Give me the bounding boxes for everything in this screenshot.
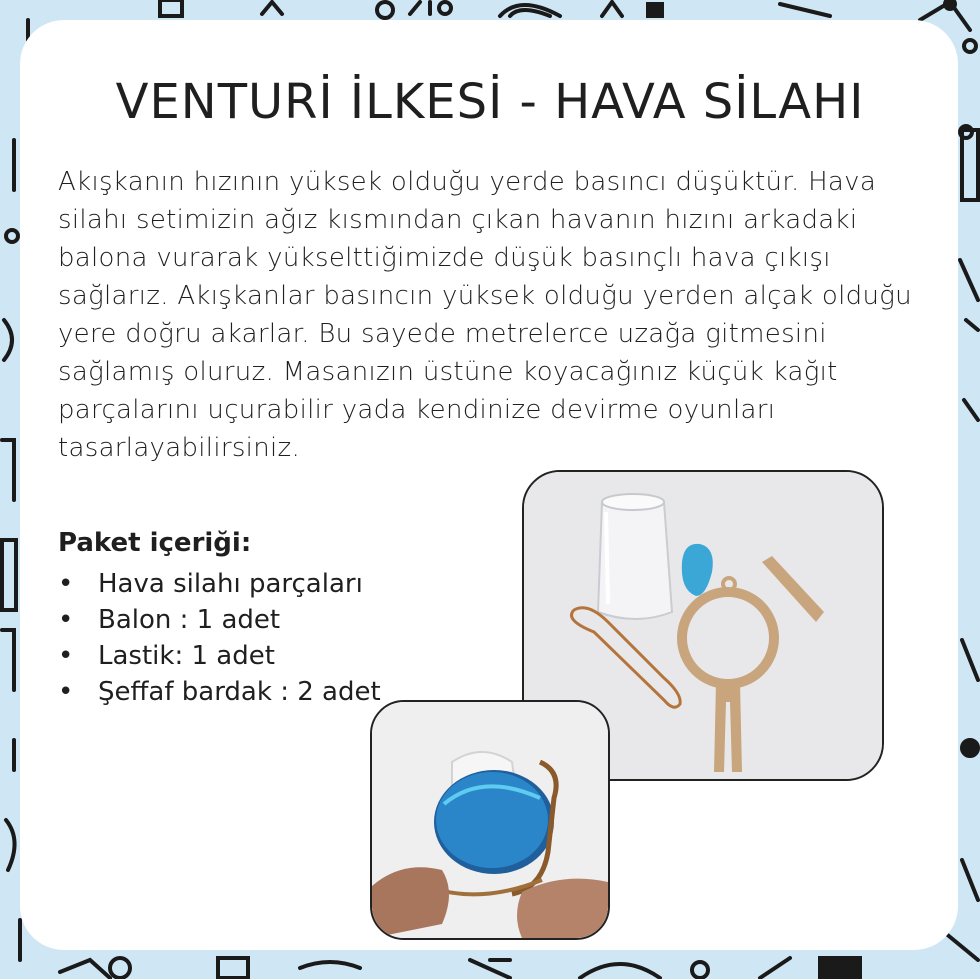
bullet: •: [58, 569, 74, 599]
bullet: •: [58, 605, 74, 635]
list-item: [58, 602, 381, 638]
list-item: [58, 566, 381, 602]
list-item-label: Hava silahı parçaları: [98, 569, 363, 599]
bullet: •: [58, 641, 74, 671]
list-item-label: Şeffaf bardak : 2 adet: [98, 677, 381, 707]
transparent-cup: [598, 494, 672, 619]
list-item-label: Lastik: 1 adet: [98, 641, 275, 671]
list-item: [58, 638, 381, 674]
description-paragraph: Akışkanın hızının yüksek olduğu yerde basıncı düşüktür. Hava silahı setimizin ağız kısmından çıkan havanın hızını arkadaki balona vurarak yükselttiğimizde düşük basınçlı hava çıkışı sağlarız. Akışkanlar basıncın yüksek olduğu yerden alçak olduğu yere doğru akarlar. Bu sayede metrelerce uzağa gitmesini sağlamış oluruz. Masanızın üstüne koyacağınız küçük kağıt parçalarını uçurabilir yada kendinize devirme oyunları tasarlayabilirsiniz.: [58, 167, 912, 463]
package-contents-list: [58, 566, 381, 710]
list-item: [58, 674, 381, 710]
assembled-launcher-photo: [370, 700, 610, 940]
page-title: VENTURİ İLKESİ - HAVA SİLAHI: [115, 74, 865, 130]
package-contents-heading: Paket içeriği:: [58, 528, 252, 558]
bullet: •: [58, 677, 74, 707]
assembled-launcher-illustration: [372, 702, 608, 938]
list-item-label: Balon : 1 adet: [98, 605, 281, 635]
